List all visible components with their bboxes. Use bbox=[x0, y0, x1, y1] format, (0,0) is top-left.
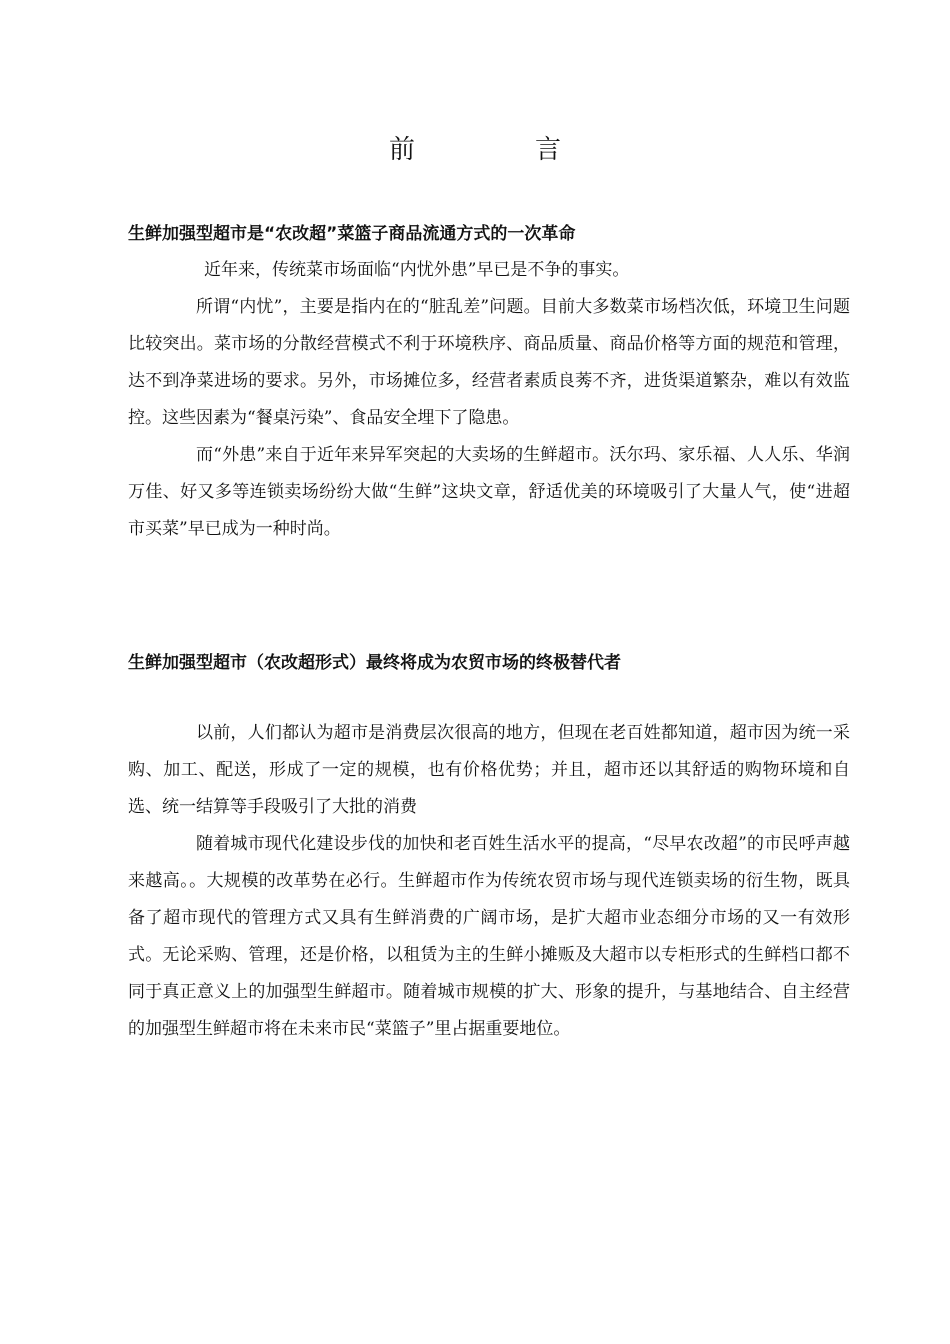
paragraph: 以前，人们都认为超市是消费层次很高的地方，但现在老百姓都知道，超市因为统一采购、加工、配送，形成了一定的规模，也有价格优势；并且，超市还以其舒适的购物环境和自选、统一结算等手段吸引了大批的消费 bbox=[128, 723, 850, 817]
paragraph: 而“外患”来自于近年来异军突起的大卖场的生鲜超市。沃尔玛、家乐福、人人乐、华润万佳、好又多等连锁卖场纷纷大做“生鲜”这块文章，舒适优美的环境吸引了大量人气，使“进超市买菜”早已成为一种时尚。 bbox=[128, 445, 850, 539]
paragraph: 所谓“内忧”，主要是指内在的“脏乱差”问题。目前大多数菜市场档次低，环境卫生问题比较突出。菜市场的分散经营模式不利于环境秩序、商品质量、商品价格等方面的规范和管理，达不到净菜进场的要求。另外，市场摊位多，经营者素质良莠不齐，进货渠道繁杂，难以有效监控。这些因素为“餐桌污染”、食品安全埋下了隐患。 bbox=[128, 297, 850, 428]
section-heading-2: 生鲜加强型超市（农改超形式）最终将成为农贸市场的终极替代者 bbox=[128, 653, 621, 673]
section-heading-1: 生鲜加强型超市是“农改超”菜篮子商品流通方式的一次革命 bbox=[128, 224, 576, 244]
paragraph: 随着城市现代化建设步伐的加快和老百姓生活水平的提高，“尽早农改超”的市民呼声越来越高。。大规模的改革势在必行。生鲜超市作为传统农贸市场与现代连锁卖场的衍生物，既具备了超市现代的管理方式又具有生鲜消费的广阔市场，是扩大超市业态细分市场的又一有效形式。无论采购、管理，还是价格，以租赁为主的生鲜小摊贩及大超市以专柜形式的生鲜档口都不同于真正意义上的加强型生鲜超市。随着城市规模的扩大、形象的提升，与基地结合、自主经营的加强型生鲜超市将在未来市民“菜篮子”里占据重要地位。 bbox=[128, 834, 850, 1039]
paragraph: 近年来，传统菜市场面临“内忧外患”早已是不争的事实。 bbox=[204, 260, 630, 280]
section-body-1 bbox=[128, 252, 850, 548]
page-title: 前言 bbox=[388, 135, 681, 165]
section-body-2 bbox=[128, 715, 850, 1048]
